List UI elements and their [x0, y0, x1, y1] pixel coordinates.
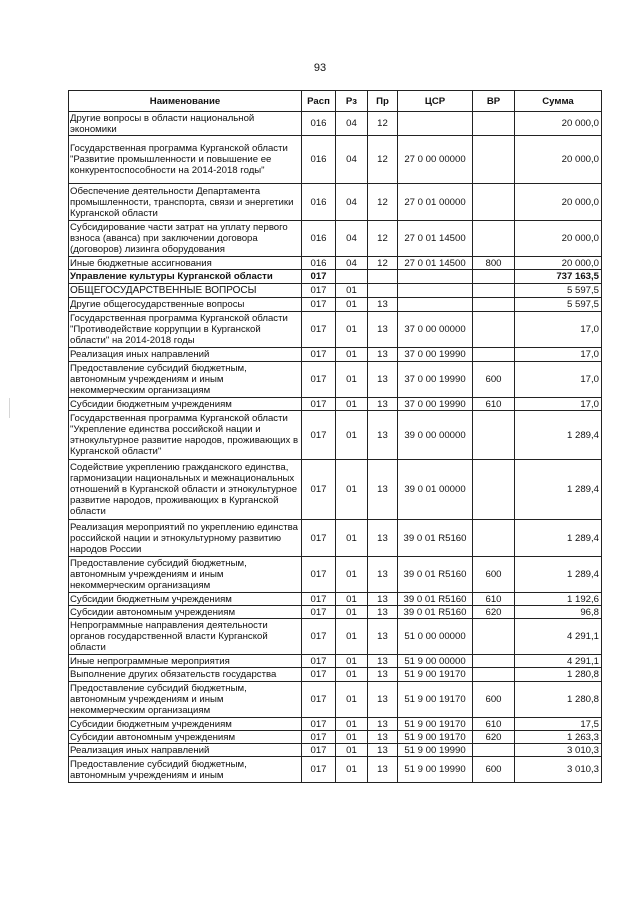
cell-rasp: 016 — [302, 257, 336, 270]
cell-pr: 13 — [368, 411, 398, 460]
cell-pr: 12 — [368, 136, 398, 184]
cell-sum: 737 163,5 — [515, 270, 602, 284]
cell-sum: 20 000,0 — [515, 112, 602, 136]
cell-csr: 37 0 00 19990 — [398, 348, 473, 362]
cell-vr — [473, 744, 515, 757]
cell-rasp: 017 — [302, 744, 336, 757]
cell-sum: 1 289,4 — [515, 460, 602, 520]
cell-csr: 39 0 01 00000 — [398, 460, 473, 520]
cell-csr: 39 0 00 00000 — [398, 411, 473, 460]
cell-pr: 12 — [368, 257, 398, 270]
cell-rz: 01 — [336, 312, 368, 348]
cell-rz: 01 — [336, 520, 368, 557]
cell-vr: 620 — [473, 606, 515, 619]
cell-pr: 13 — [368, 718, 398, 731]
cell-rz: 01 — [336, 744, 368, 757]
header-pr: Пр — [368, 91, 398, 112]
cell-rz: 01 — [336, 362, 368, 398]
cell-name: Субсидирование части затрат на уплату первого взноса (аванса) при заключении договора (договоров) лизинга оборудования — [69, 221, 302, 257]
cell-pr: 13 — [368, 362, 398, 398]
cell-pr — [368, 270, 398, 284]
cell-rasp: 017 — [302, 655, 336, 668]
table-row — [69, 682, 602, 718]
cell-sum: 96,8 — [515, 606, 602, 619]
cell-csr: 27 0 00 00000 — [398, 136, 473, 184]
cell-vr — [473, 221, 515, 257]
cell-name: Другие вопросы в области национальной экономики — [69, 112, 302, 136]
scan-artifact — [9, 398, 10, 418]
cell-name: Предоставление субсидий бюджетным, автономным учреждениям и иным некоммерческим организациям — [69, 557, 302, 593]
cell-rz: 01 — [336, 460, 368, 520]
cell-rasp: 017 — [302, 284, 336, 298]
cell-rz — [336, 270, 368, 284]
cell-csr: 39 0 01 R5160 — [398, 520, 473, 557]
cell-pr: 13 — [368, 520, 398, 557]
cell-pr: 13 — [368, 731, 398, 744]
cell-rz: 01 — [336, 655, 368, 668]
cell-vr — [473, 460, 515, 520]
cell-vr: 610 — [473, 718, 515, 731]
cell-rasp: 017 — [302, 270, 336, 284]
cell-rasp: 016 — [302, 184, 336, 221]
table-row — [69, 298, 602, 312]
cell-pr: 13 — [368, 757, 398, 783]
cell-name: ОБЩЕГОСУДАРСТВЕННЫЕ ВОПРОСЫ — [69, 284, 302, 298]
cell-csr: 39 0 01 R5160 — [398, 606, 473, 619]
cell-rz: 01 — [336, 557, 368, 593]
cell-sum: 20 000,0 — [515, 184, 602, 221]
cell-sum: 17,5 — [515, 718, 602, 731]
cell-rz: 04 — [336, 136, 368, 184]
cell-sum: 3 010,3 — [515, 744, 602, 757]
cell-name: Предоставление субсидий бюджетным, автономным учреждениям и иным некоммерческим организациям — [69, 682, 302, 718]
cell-name: Другие общегосударственные вопросы — [69, 298, 302, 312]
cell-rasp: 017 — [302, 619, 336, 655]
cell-name: Субсидии бюджетным учреждениям — [69, 718, 302, 731]
cell-rasp: 017 — [302, 682, 336, 718]
cell-vr — [473, 668, 515, 682]
cell-rz: 04 — [336, 112, 368, 136]
cell-pr: 13 — [368, 744, 398, 757]
cell-name: Реализация мероприятий по укреплению единства российской нации и этнокультурному развитию народов России — [69, 520, 302, 557]
cell-pr: 13 — [368, 460, 398, 520]
cell-sum: 20 000,0 — [515, 257, 602, 270]
cell-name: Управление культуры Курганской области — [69, 270, 302, 284]
cell-sum: 5 597,5 — [515, 298, 602, 312]
cell-rasp: 017 — [302, 411, 336, 460]
table-row — [69, 668, 602, 682]
cell-sum: 5 597,5 — [515, 284, 602, 298]
cell-csr: 51 9 00 00000 — [398, 655, 473, 668]
page-number: 93 — [313, 62, 327, 74]
cell-pr: 13 — [368, 619, 398, 655]
cell-vr: 800 — [473, 257, 515, 270]
cell-rz: 01 — [336, 411, 368, 460]
cell-name: Субсидии бюджетным учреждениям — [69, 398, 302, 411]
cell-csr: 27 0 01 14500 — [398, 257, 473, 270]
cell-vr — [473, 284, 515, 298]
cell-csr: 27 0 01 14500 — [398, 221, 473, 257]
table-row — [69, 619, 602, 655]
cell-rasp: 017 — [302, 757, 336, 783]
cell-vr — [473, 312, 515, 348]
cell-sum: 3 010,3 — [515, 757, 602, 783]
cell-rasp: 017 — [302, 298, 336, 312]
cell-sum: 1 280,8 — [515, 682, 602, 718]
table-row — [69, 557, 602, 593]
table-row — [69, 460, 602, 520]
cell-name: Государственная программа Курганской области "Противодействие коррупции в Курганской области" на 2014-2018 годы — [69, 312, 302, 348]
table-header-row — [69, 91, 602, 112]
cell-pr: 13 — [368, 398, 398, 411]
cell-csr: 51 9 00 19990 — [398, 744, 473, 757]
cell-rz: 01 — [336, 682, 368, 718]
cell-vr — [473, 348, 515, 362]
cell-rz: 01 — [336, 298, 368, 312]
cell-name: Обеспечение деятельности Департамента промышленности, транспорта, связи и энергетики Курганской области — [69, 184, 302, 221]
cell-vr — [473, 270, 515, 284]
cell-rz: 01 — [336, 606, 368, 619]
cell-sum: 1 263,3 — [515, 731, 602, 744]
cell-pr: 13 — [368, 593, 398, 606]
cell-vr: 600 — [473, 557, 515, 593]
table-row — [69, 411, 602, 460]
cell-pr — [368, 284, 398, 298]
cell-rasp: 017 — [302, 398, 336, 411]
cell-vr — [473, 112, 515, 136]
cell-sum: 1 192,6 — [515, 593, 602, 606]
cell-vr — [473, 184, 515, 221]
cell-pr: 13 — [368, 348, 398, 362]
cell-pr: 12 — [368, 112, 398, 136]
cell-name: Иные бюджетные ассигнования — [69, 257, 302, 270]
table-row — [69, 270, 602, 284]
cell-vr — [473, 655, 515, 668]
cell-name: Предоставление субсидий бюджетным, автономным учреждениям и иным некоммерческим организациям — [69, 362, 302, 398]
cell-sum: 1 289,4 — [515, 557, 602, 593]
cell-rasp: 017 — [302, 520, 336, 557]
cell-name: Выполнение других обязательств государства — [69, 668, 302, 682]
cell-rz: 01 — [336, 398, 368, 411]
cell-csr — [398, 112, 473, 136]
cell-sum: 17,0 — [515, 312, 602, 348]
cell-name: Реализация иных направлений — [69, 744, 302, 757]
cell-pr: 13 — [368, 655, 398, 668]
cell-rz: 01 — [336, 619, 368, 655]
cell-rz: 04 — [336, 184, 368, 221]
cell-rasp: 016 — [302, 221, 336, 257]
cell-rz: 01 — [336, 718, 368, 731]
cell-name: Содействие укреплению гражданского единства, гармонизации национальных и межнациональных отношений в Курганской области и этнокультурное развитие народов, проживающих в Курганской области — [69, 460, 302, 520]
cell-pr: 13 — [368, 298, 398, 312]
table-row — [69, 257, 602, 270]
table-row — [69, 744, 602, 757]
header-sum: Сумма — [515, 91, 602, 112]
cell-sum: 4 291,1 — [515, 655, 602, 668]
cell-rasp: 016 — [302, 112, 336, 136]
cell-sum: 20 000,0 — [515, 221, 602, 257]
table-row — [69, 312, 602, 348]
cell-rasp: 017 — [302, 593, 336, 606]
cell-csr: 51 0 00 00000 — [398, 619, 473, 655]
cell-sum: 17,0 — [515, 362, 602, 398]
cell-pr: 12 — [368, 184, 398, 221]
cell-sum: 17,0 — [515, 398, 602, 411]
table-row — [69, 593, 602, 606]
cell-pr: 13 — [368, 312, 398, 348]
cell-name: Непрограммные направления деятельности органов государственной власти Курганской области — [69, 619, 302, 655]
cell-csr: 51 9 00 19170 — [398, 668, 473, 682]
header-vr: ВР — [473, 91, 515, 112]
cell-rz: 01 — [336, 593, 368, 606]
cell-vr: 620 — [473, 731, 515, 744]
cell-name: Иные непрограммные мероприятия — [69, 655, 302, 668]
table-row — [69, 362, 602, 398]
cell-vr — [473, 619, 515, 655]
cell-csr — [398, 270, 473, 284]
table-row — [69, 221, 602, 257]
cell-csr — [398, 284, 473, 298]
cell-rasp: 017 — [302, 718, 336, 731]
header-rasp: Расп — [302, 91, 336, 112]
cell-rasp: 017 — [302, 312, 336, 348]
cell-name: Субсидии бюджетным учреждениям — [69, 593, 302, 606]
header-csr: ЦСР — [398, 91, 473, 112]
table-row — [69, 655, 602, 668]
cell-vr: 600 — [473, 362, 515, 398]
table-row — [69, 112, 602, 136]
cell-rz: 01 — [336, 757, 368, 783]
cell-rasp: 017 — [302, 362, 336, 398]
budget-table — [68, 90, 602, 783]
cell-vr: 610 — [473, 398, 515, 411]
table-body — [69, 112, 602, 783]
cell-csr — [398, 298, 473, 312]
cell-rz: 01 — [336, 731, 368, 744]
cell-csr: 37 0 00 00000 — [398, 312, 473, 348]
cell-rasp: 017 — [302, 668, 336, 682]
cell-pr: 13 — [368, 668, 398, 682]
cell-vr — [473, 136, 515, 184]
cell-name: Реализация иных направлений — [69, 348, 302, 362]
cell-vr: 600 — [473, 682, 515, 718]
table-row — [69, 136, 602, 184]
cell-csr: 39 0 01 R5160 — [398, 593, 473, 606]
cell-rz: 04 — [336, 221, 368, 257]
cell-rasp: 017 — [302, 606, 336, 619]
cell-rasp: 017 — [302, 557, 336, 593]
table-row — [69, 348, 602, 362]
cell-csr: 39 0 01 R5160 — [398, 557, 473, 593]
cell-csr: 27 0 01 00000 — [398, 184, 473, 221]
cell-sum: 1 280,8 — [515, 668, 602, 682]
cell-sum: 20 000,0 — [515, 136, 602, 184]
cell-csr: 51 9 00 19990 — [398, 757, 473, 783]
cell-vr — [473, 520, 515, 557]
cell-vr — [473, 298, 515, 312]
cell-pr: 13 — [368, 557, 398, 593]
cell-name: Государственная программа Курганской области "Развитие промышленности и повышение ее конкурентоспособности на 2014-2018 годы" — [69, 136, 302, 184]
cell-rasp: 017 — [302, 731, 336, 744]
cell-sum: 1 289,4 — [515, 520, 602, 557]
table-row — [69, 731, 602, 744]
table-row — [69, 398, 602, 411]
cell-name: Субсидии автономным учреждениям — [69, 606, 302, 619]
cell-rasp: 016 — [302, 136, 336, 184]
cell-csr: 51 9 00 19170 — [398, 731, 473, 744]
cell-rasp: 017 — [302, 460, 336, 520]
table-row — [69, 606, 602, 619]
cell-csr: 51 9 00 19170 — [398, 682, 473, 718]
cell-vr — [473, 411, 515, 460]
cell-vr: 600 — [473, 757, 515, 783]
cell-rz: 01 — [336, 284, 368, 298]
cell-rz: 01 — [336, 348, 368, 362]
cell-pr: 12 — [368, 221, 398, 257]
cell-name: Субсидии автономным учреждениям — [69, 731, 302, 744]
table-row — [69, 757, 602, 783]
cell-vr: 610 — [473, 593, 515, 606]
cell-csr: 37 0 00 19990 — [398, 362, 473, 398]
header-name: Наименование — [69, 91, 302, 112]
header-rz: Рз — [336, 91, 368, 112]
cell-pr: 13 — [368, 682, 398, 718]
table-row — [69, 718, 602, 731]
table-row — [69, 184, 602, 221]
cell-sum: 17,0 — [515, 348, 602, 362]
cell-name: Предоставление субсидий бюджетным, автономным учреждениям и иным — [69, 757, 302, 783]
table-row — [69, 520, 602, 557]
cell-sum: 1 289,4 — [515, 411, 602, 460]
cell-csr: 51 9 00 19170 — [398, 718, 473, 731]
cell-name: Государственная программа Курганской области "Укрепление единства российской нации и этнокультурное развитие народов, проживающих в Курганской области" — [69, 411, 302, 460]
cell-pr: 13 — [368, 606, 398, 619]
cell-rz: 01 — [336, 668, 368, 682]
cell-sum: 4 291,1 — [515, 619, 602, 655]
table-row — [69, 284, 602, 298]
cell-rasp: 017 — [302, 348, 336, 362]
cell-rz: 04 — [336, 257, 368, 270]
cell-csr: 37 0 00 19990 — [398, 398, 473, 411]
